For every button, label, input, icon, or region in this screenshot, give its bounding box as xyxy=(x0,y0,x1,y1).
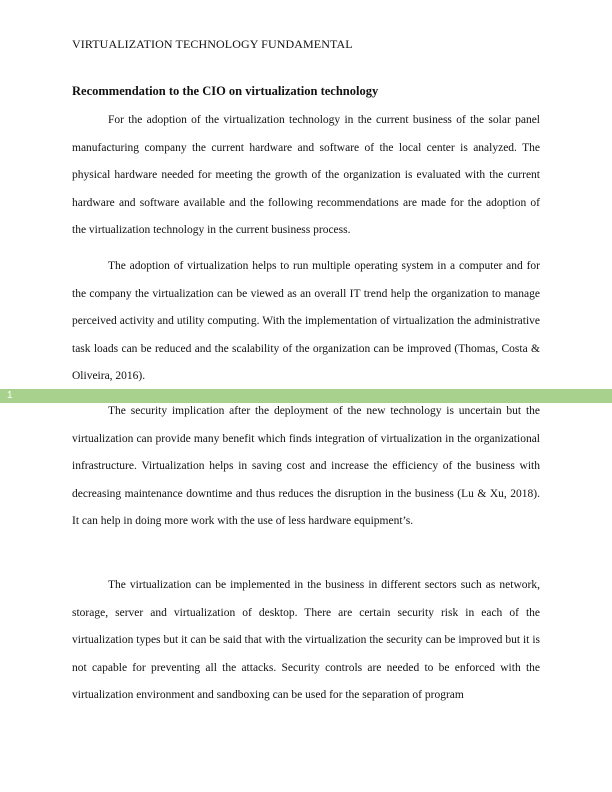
section-heading: Recommendation to the CIO on virtualization technology xyxy=(72,84,379,98)
paragraph-2: The adoption of virtualization helps to run multiple operating system in a computer and for the company the virtualization can be viewed as an overall IT trend help the organization to manage perceived activity and utility computing. With the implementation of virtualization the administrative task loads can be reduced and the scalability of the organization can be improved (Thomas, Costa & Oliveira, 2016). xyxy=(72,260,540,383)
paragraph-3: The security implication after the deployment of the new technology is uncertain but the virtualization can provide many benefit which finds integration of virtualization in the organizational infrastructure. Virtualization helps in saving cost and increase the efficiency of the business with decreasing maintenance downtime and thus reduces the disruption in the business (Lu & Xu, 2018). It can help in doing more work with the use of less hardware equipment’s. xyxy=(72,405,540,528)
page-number: 1 xyxy=(7,390,13,401)
running-header: VIRTUALIZATION TECHNOLOGY FUNDAMENTAL xyxy=(72,37,353,51)
paragraph-4: The virtualization can be implemented in the business in different sectors such as network, storage, server and virtualization of desktop. There are certain security risk in each of the virtualization types but it can be said that with the virtualization the security can be improved but it is not capable for preventing all the attacks. Security controls are needed to be enforced with the virtualization environment and sandboxing can be used for the separation of program xyxy=(72,579,540,702)
paragraph-1: For the adoption of the virtualization technology in the current business of the solar panel manufacturing company the current hardware and software of the local center is analyzed. The physical hardware needed for meeting the growth of the organization is evaluated with the current hardware and software available and the following recommendations are made for the adoption of the virtualization technology in the current business process. xyxy=(72,114,540,237)
